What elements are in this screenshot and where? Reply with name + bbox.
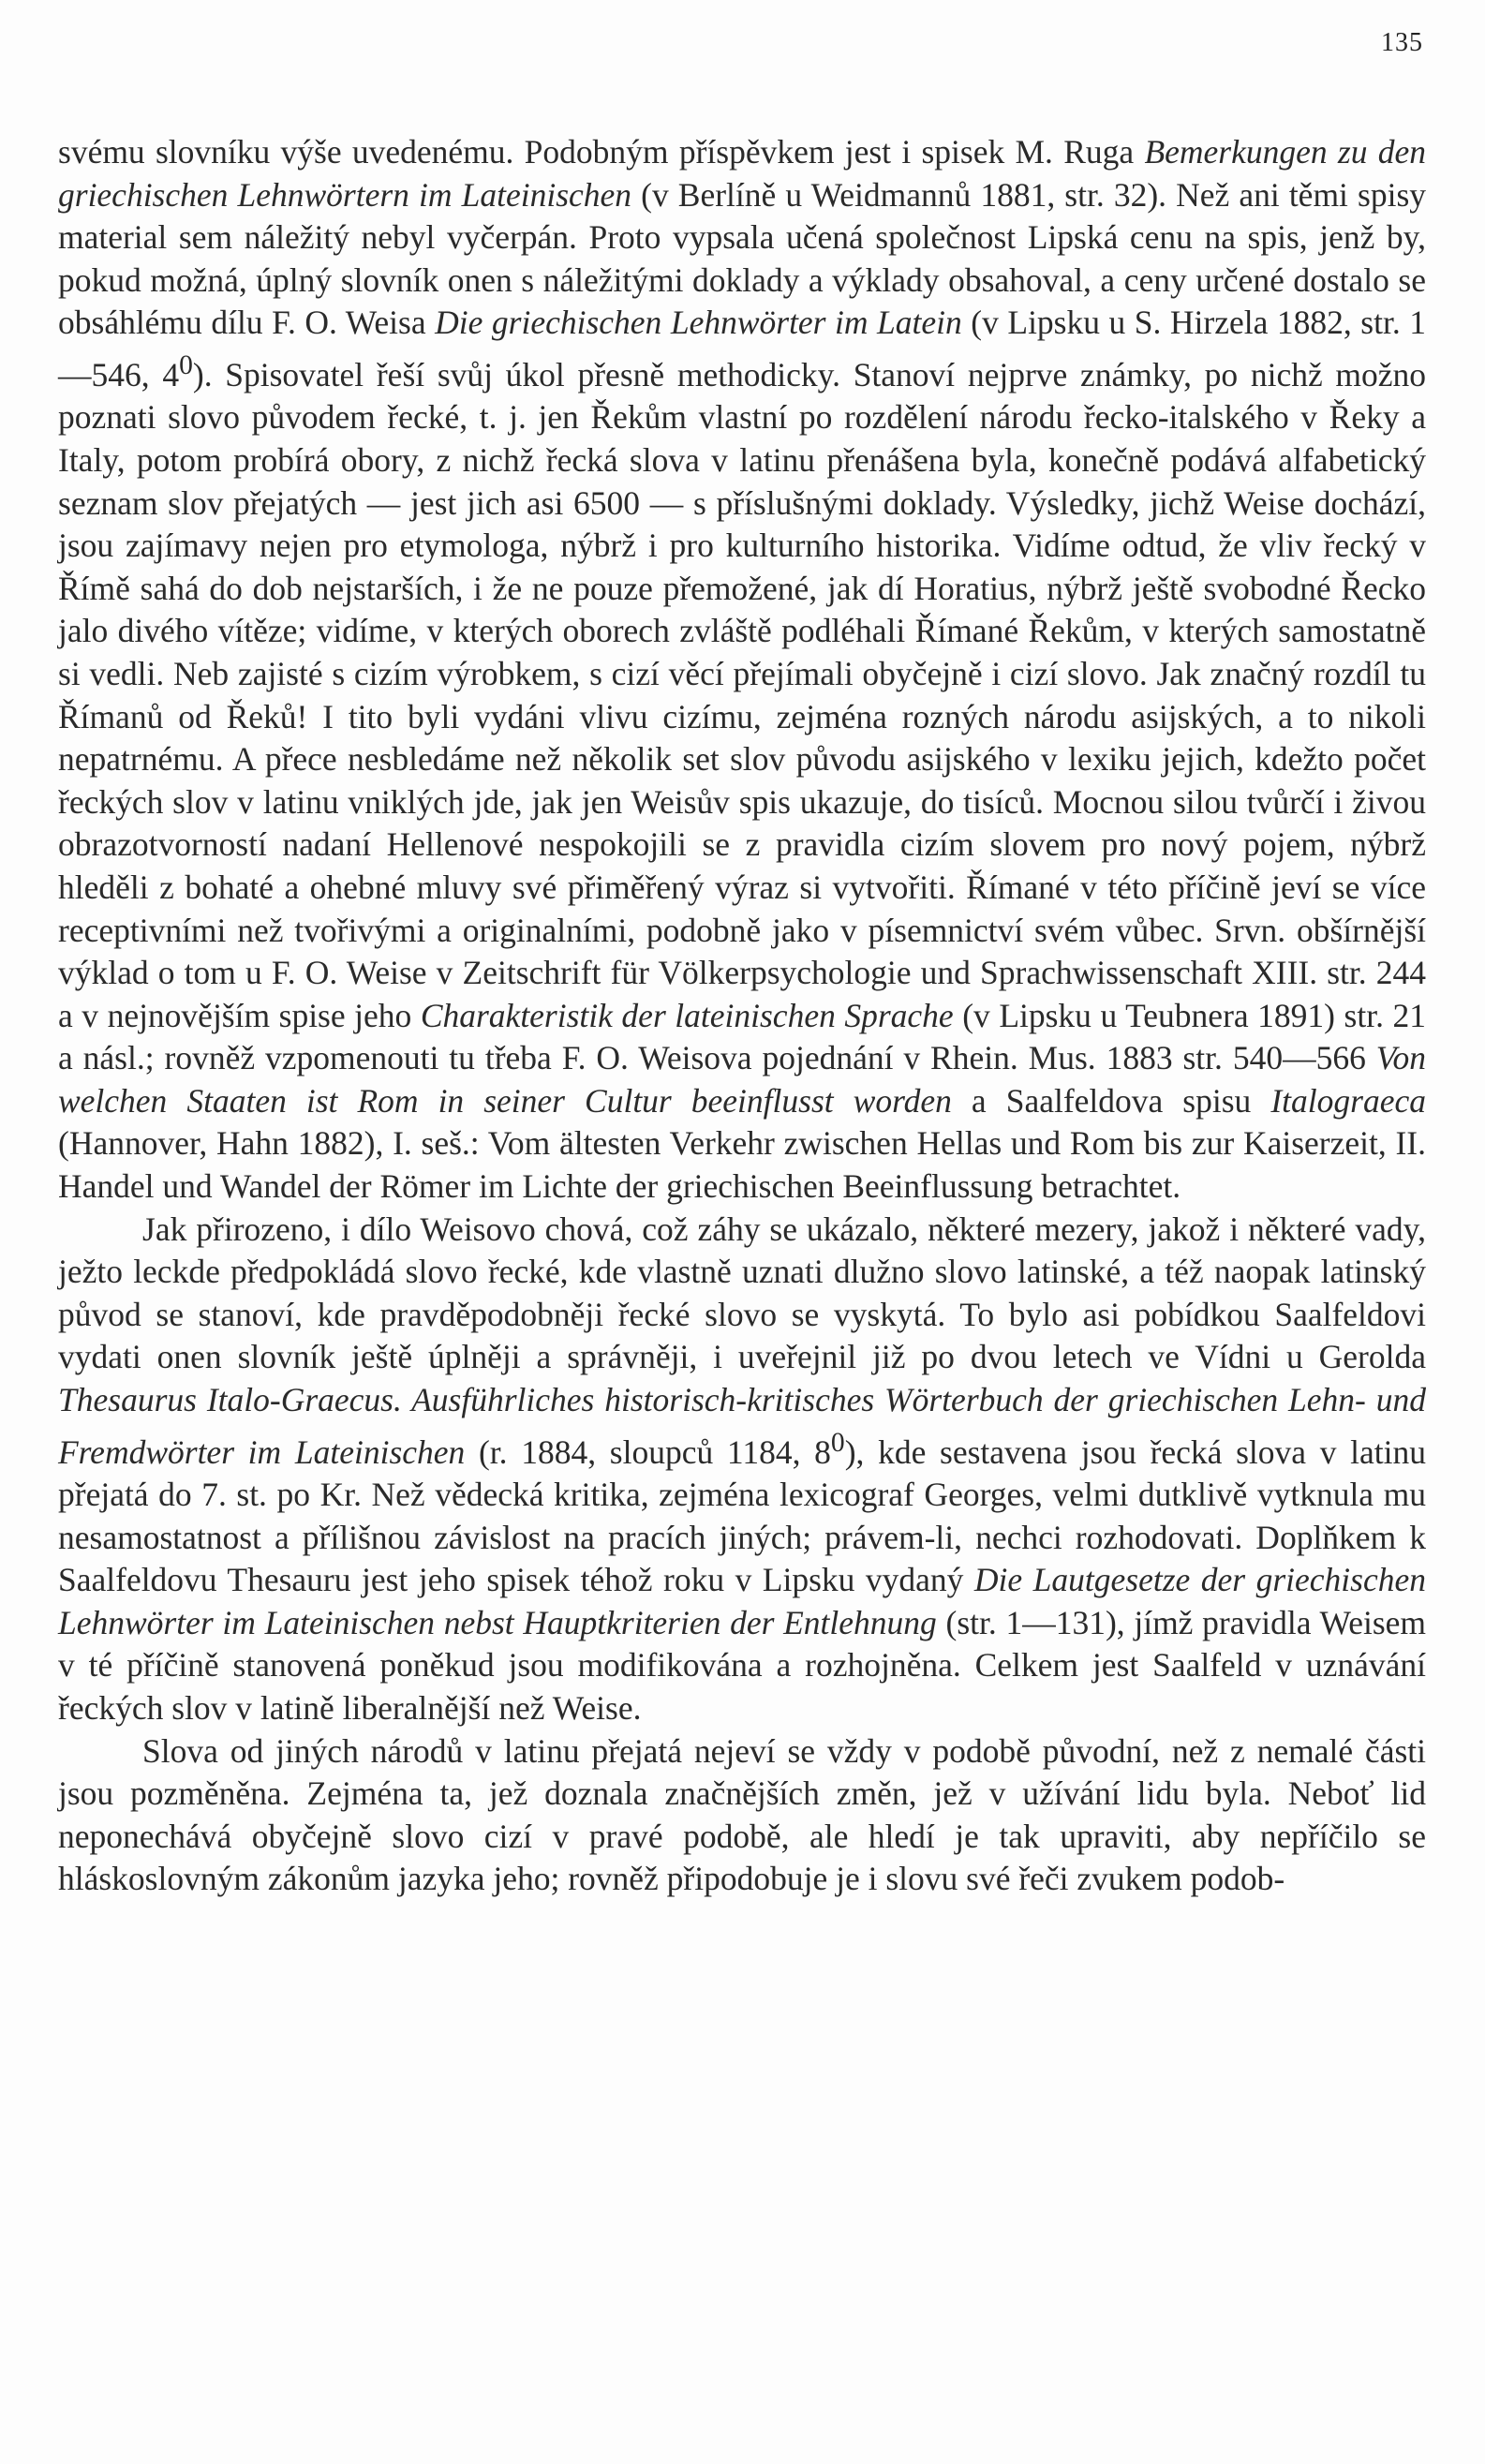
paragraph-2: Jak přirozeno, i dílo Weisovo chová, což záhy se ukázalo, některé mezery, jakož i některé vady, ježto leckde předpokládá slovo řecké, kde vlastně uznati dlužno slovo latinské, a též naopak latinský původ se stanoví, kde pravděpodobněji řecké slovo se vyskytá. To bylo asi pobídkou Saalfeldovi vydati onen slovník ještě úplněji a správněji, i uveřejnil již po dvou letech ve Vídni u Gerolda Thesaurus Italo-Graecus. Ausführliches historisch-kritisches Wörterbuch der griechischen Lehn- und Fremdwörter im Lateinischen (r. 1884, sloupců 1184, $8^0$), kde sestavena jsou řecká slova v latinu přejatá do 7. st. po Kr. Než vědecká kritika, zejména lexicograf Georges, velmi dutklivě vytknula mu nesamostatnost a přílišnou závislost na pracích jiných; právem-li, nechci rozhodovati. Doplňkem k Saalfeldovu Thesauru jest jeho spisek téhož roku v Lipsku vydaný Die Lautgesetze der griechischen Lehnwörter im Lateinischen nebst Hauptkriterien der Entlehnung (str. 1—131), jímž pravidla Weisem v té příčině stanovená poněkud jsou modifikována a rozhojněna. Celkem jest Saalfeld v uznávání řeckých slov v latině liberalnější než Weise. — [58, 1210, 1427, 1728]
paragraph-1: svému slovníku výše uvedenému. Podobným příspěvkem jest i spisek M. Ruga Bemerkungen zu den griechischen Lehnwörtern im Lateinischen (v Berlíně u Weidmannů 1881, str. 32). Než ani těmi spisy material sem náležitý nebyl vyčerpán. Proto vypsala učená společnost Lipská cenu na spis, jenž by, pokud možná, úplný slovník onen s náležitými doklady a výklady obsahoval, a ceny určené dostalo se obsáhlému dílu F. O. Weisa Die griechischen Lehnwörter im Latein (v Lipsku u S. Hirzela 1882, str. 1—546, $4^0$). Spisovatel řeší svůj úkol přesně methodicky. Stanoví nejprve známky, po nichž možno poznati slovo původem řecké, t. j. jen Řekům vlastní po rozdělení národu řecko-italského v Řeky a Italy, potom probírá obory, z nichž řecká slova v latinu přenášena byla, konečně podává alfabetický seznam slov přejatých — jest jich asi 6500 — s příslušnými doklady. Výsledky, jichž Weise dochází, jsou zajímavy nejen pro etymologa, nýbrž i pro kulturního historika. Vidíme odtud, že vliv řecký v Římě sahá do dob nejstarších, i že ne pouze přemožené, jak dí Horatius, nýbrž ještě svobodné Řecko jalo divého vítěze; vidíme, v kterých oborech zvláště podléhali Římané Řekům, v kterých samostatně si vedli. Neb zajisté s cizím výrobkem, s cizí věcí přejímali obyčejně i cizí slovo. Jak značný rozdíl tu Římanů od Řeků! I tito byli vydáni vlivu cizímu, zejména rozných národu asijských, a to nikoli nepatrnému. A přece nesbledáme než několik set slov původu asijského v lexiku jejich, kdežto počet řeckých slov v latinu vniklých jde, jak jen Weisův spis ukazuje, do tisíců. Mocnou silou tvůrčí i živou obrazotvorností nadaní Hellenové nespokojili se z pravidla cizím slovem pro nový pojem, nýbrž hleděli z bohaté a ohebné mluvy své přiměřený výraz si vytvořiti. Římané v této příčině jeví se více receptivními než tvořivými a originalními, podobně jako v písemnictví svém vůbec. Srvn. obšírnější výklad o tom u F. O. Weise v Zeitschrift für Völkerpsychologie und Sprachwissenschaft XIII. str. 244 a v nejnovějším spise jeho Charakteristik der lateinischen Sprache (v Lipsku u Teubnera 1891) str. 21 a násl.; rovněž vzpomenouti tu třeba F. O. Weisova pojednání v Rhein. Mus. 1883 str. 540—566 Von welchen Staaten ist Rom in seiner Cultur beeinflusst worden a Saalfeldova spisu Italograeca (Hannover, Hahn 1882), I. seš.: Vom ältesten Verkehr zwischen Hellas und Rom bis zur Kaiserzeit, II. Handel und Wandel der Römer im Lichte der griechischen Beeinflussung betrachtet. — [58, 133, 1427, 1206]
paragraph-3: Slova od jiných národů v latinu přejatá nejeví se vždy v podobě původní, než z nemalé části jsou pozměněna. Zejména ta, jež doznala značnějších změn, jež v užívání lidu byla. Neboť lid neponechává obyčejně slovo cizí v pravé podobě, ale hledí je tak upraviti, aby nepříčilo se hláskoslovným zákonům jazyka jeho; rovněž připodobuje je i slovu své řeči zvukem podob- — [58, 1731, 1426, 1898]
page-number: 135 — [1381, 28, 1423, 57]
body-text — [58, 131, 1426, 1901]
